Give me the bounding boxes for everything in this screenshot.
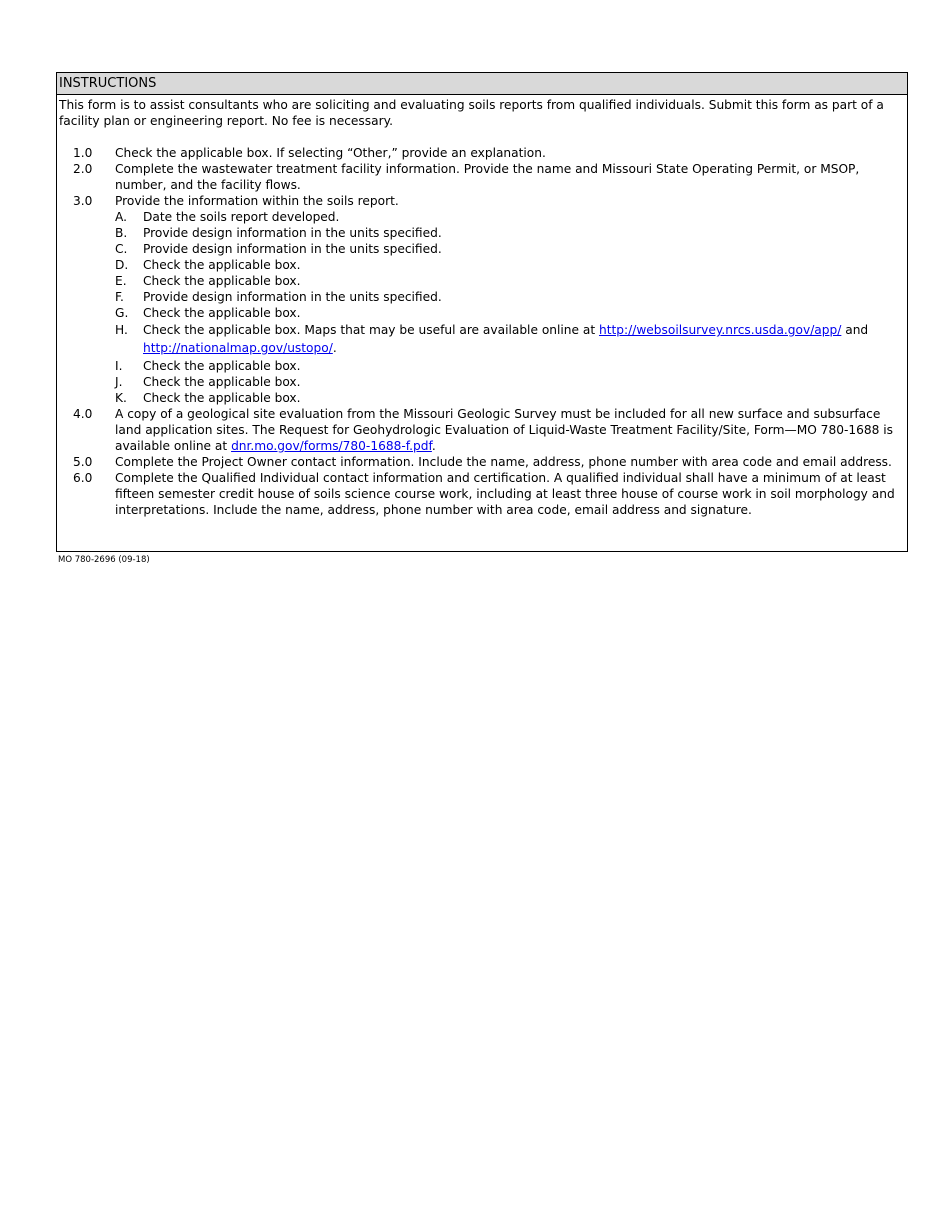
item-text bbox=[115, 406, 905, 454]
instruction-item-4 bbox=[59, 406, 905, 454]
sub-text: Provide design information in the units specified. bbox=[143, 242, 442, 256]
sub-letter: B. bbox=[115, 226, 128, 240]
sub-item-h bbox=[59, 321, 905, 358]
sub-item-g bbox=[59, 305, 905, 321]
item-number: 6.0 bbox=[73, 471, 93, 485]
instructions-panel bbox=[56, 72, 908, 552]
sub-text: Check the applicable box. bbox=[143, 258, 301, 272]
sub-item-b bbox=[59, 225, 905, 241]
sub-text: Provide design information in the units specified. bbox=[143, 290, 442, 304]
instruction-item-2 bbox=[59, 161, 905, 193]
instruction-item-1 bbox=[59, 145, 905, 161]
sub-letter: K. bbox=[115, 391, 127, 405]
intro-paragraph: This form is to assist consultants who are soliciting and evaluating soils reports from qualified individuals. Submit this form as part of a facility plan or engineering report. No fee is necessary. bbox=[59, 98, 884, 128]
sub-text-before: Check the applicable box. Maps that may be useful are available online at bbox=[143, 323, 599, 337]
sub-letter: C. bbox=[115, 242, 128, 256]
sub-item-j bbox=[59, 374, 905, 390]
instruction-item-5 bbox=[59, 454, 905, 470]
sub-text: Check the applicable box. bbox=[143, 375, 301, 389]
item-text: Provide the information within the soils report. bbox=[115, 194, 399, 208]
form-code: MO 780-2696 (09-18) bbox=[58, 555, 150, 565]
sub-letter: A. bbox=[115, 210, 127, 224]
sub-text: Date the soils report developed. bbox=[143, 210, 340, 224]
sub-letter: H. bbox=[115, 323, 128, 337]
sub-text: Check the applicable box. bbox=[143, 391, 301, 405]
instruction-item-6 bbox=[59, 470, 905, 518]
websoilsurvey-link[interactable]: http://websoilsurvey.nrcs.usda.gov/app/ bbox=[598, 323, 842, 337]
sub-letter: J. bbox=[115, 375, 123, 389]
sub-text: Check the applicable box. bbox=[143, 359, 301, 373]
instructions-content bbox=[57, 95, 907, 518]
item-number: 2.0 bbox=[73, 162, 93, 176]
item-text-after: . bbox=[431, 439, 436, 453]
sub-text: Check the applicable box. bbox=[143, 306, 301, 320]
sub-text: Check the applicable box. bbox=[143, 274, 301, 288]
sub-letter: E. bbox=[115, 274, 127, 288]
sub-item-a bbox=[59, 209, 905, 225]
sub-item-c bbox=[59, 241, 905, 257]
sub-text bbox=[143, 321, 905, 357]
sub-text: Provide design information in the units specified. bbox=[143, 226, 442, 240]
section-title: INSTRUCTIONS bbox=[57, 73, 907, 95]
instruction-item-3 bbox=[59, 193, 905, 209]
item-text: Check the applicable box. If selecting “Other,” provide an explanation. bbox=[115, 146, 546, 160]
item-number: 3.0 bbox=[73, 194, 93, 208]
sub-item-f bbox=[59, 289, 905, 305]
sub-item-d bbox=[59, 257, 905, 273]
sub-letter: I. bbox=[115, 359, 123, 373]
sub-letter: D. bbox=[115, 258, 129, 272]
sub-text-after: . bbox=[332, 341, 337, 355]
item-text: Complete the wastewater treatment facility information. Provide the name and Missouri State Operating Permit, or MSOP, number, and the facility flows. bbox=[115, 162, 860, 192]
item-text: Complete the Qualified Individual contact information and certification. A qualified individual shall have a minimum of at least fifteen semester credit house of soils science course work, including at least three house of course work in soil morphology and interpretations. Include the name, address, phone number with area code, email address and signature. bbox=[115, 471, 895, 517]
item-text-before: A copy of a geological site evaluation from the Missouri Geologic Survey must be included for all new surface and subsurface land application sites. The Request for Geohydrologic Evaluation of Liquid-Waste Treatment Facility/Site, Form—MO 780-1688 is available online at bbox=[115, 407, 893, 453]
sub-letter: G. bbox=[115, 306, 129, 320]
sub-item-i bbox=[59, 358, 905, 374]
item-number: 1.0 bbox=[73, 146, 93, 160]
item-text: Complete the Project Owner contact information. Include the name, address, phone number with area code and email address. bbox=[115, 455, 892, 469]
item-number: 4.0 bbox=[73, 407, 93, 421]
sub-letter: F. bbox=[115, 290, 124, 304]
item-number: 5.0 bbox=[73, 455, 93, 469]
form-780-1688-link[interactable]: dnr.mo.gov/forms/780-1688-f.pdf bbox=[231, 439, 432, 453]
nationalmap-link[interactable]: http://nationalmap.gov/ustopo/ bbox=[143, 341, 333, 355]
sub-text-middle: and bbox=[841, 323, 869, 337]
sub-item-e bbox=[59, 273, 905, 289]
sub-item-k bbox=[59, 390, 905, 406]
